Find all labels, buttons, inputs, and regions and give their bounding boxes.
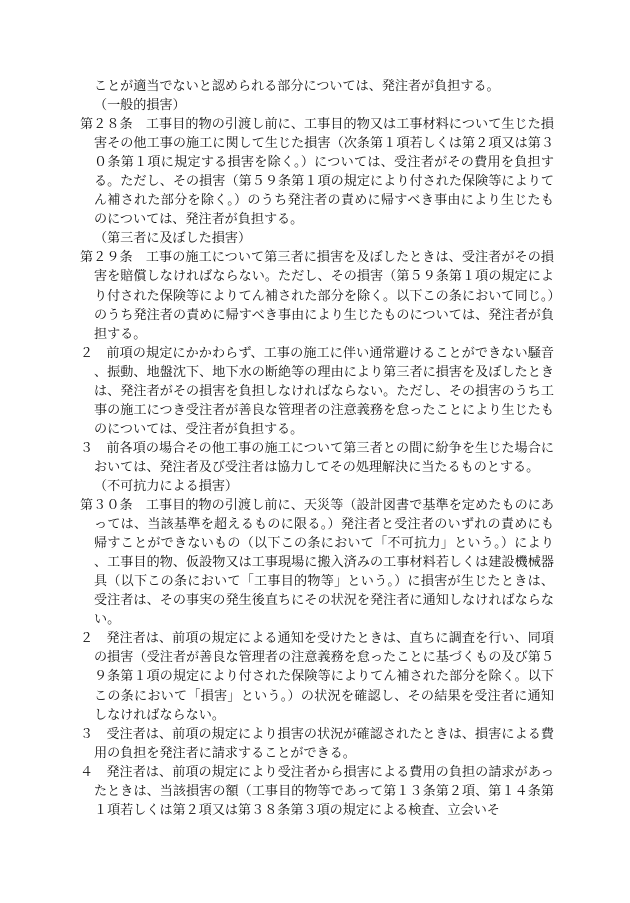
caption-third-party-damage: （第三者に及ぼした損害） xyxy=(94,231,252,247)
caption-general-damage: （一般的損害） xyxy=(94,98,186,114)
article-29: 第２９条 工事の施工について第三者に損害を及ぼしたときは、受注者がその損害を賠償しなければならない。ただし、その損害（第５９条第１項の規定により付された保険等によりてん補された部分を除く。以下この条において同じ。）のうち発注者の責めに帰すべき事由により生じたものについては、発注者が負担する。 xyxy=(80,250,554,342)
article-30-item-2: ２ 発注者は、前項の規定による通知を受けたときは、直ちに調査を行い、同項の損害（受注者が善良な管理者の注意義務を怠ったことに基づくもの及び第５９条第１項の規定により付された保険等によりてん補された部分を除く。以下この条において「損害」という。）の状況を確認し、その結果を受注者に通知しなければならない。 xyxy=(80,631,554,723)
caption-force-majeure-damage: （不可抗力による損害） xyxy=(94,478,239,494)
article-28: 第２８条 工事目的物の引渡し前に、工事目的物又は工事材料について生じた損害その他工事の施工に関して生じた損害（次条第１項若しくは第２項又は第３０条第１項に規定する損害を除く。）については、受注者がその費用を負担する。ただし、その損害（第５９条第１項の規定により付された保険等によりてん補された部分を除く。）のうち発注者の責めに帰すべき事由により生じたものについては、発注者が負担する。 xyxy=(80,117,554,228)
article-30: 第３０条 工事目的物の引渡し前に、天災等（設計図書で基準を定めたものにあっては、当該基準を超えるものに限る。）発注者と受注者のいずれの責めにも帰すことができないもの（以下この条において「不可抗力」という。）により、工事目的物、仮設物又は工事現場に搬入済みの工事材料若しくは建設機械器具（以下この条において「工事目的物等」という。）に損害が生じたときは、受注者は、その事実の発生後直ちにその状況を発注者に通知しなければならない。 xyxy=(80,498,554,628)
document-body xyxy=(80,77,554,820)
article-30-item-4: ４ 発注者は、前項の規定により受注者から損害による費用の負担の請求があったときは、当該損害の額（工事目的物等であって第１３条第２項、第１４条第１項若しくは第２項又は第３８条第３項の規定による検査、立会いそ xyxy=(80,764,554,818)
continued-paragraph: ことが適当でないと認められる部分については、発注者が負担する。 xyxy=(94,79,500,94)
article-30-item-3: ３ 受注者は、前項の規定により損害の状況が確認されたときは、損害による費用の負担を発注者に請求することができる。 xyxy=(80,726,554,761)
article-29-item-2: ２ 前項の規定にかかわらず、工事の施工に伴い通常避けることができない騒音、振動、地盤沈下、地下水の断絶等の理由により第三者に損害を及ぼしたときは、発注者がその損害を負担しなければならない。ただし、その損害のうち工事の施工につき受注者が善良な管理者の注意義務を怠ったことにより生じたものについては、受注者が負担する。 xyxy=(80,345,554,437)
article-29-item-3: ３ 前各項の場合その他工事の施工について第三者との間に紛争を生じた場合においては、発注者及び受注者は協力してその処理解決に当たるものとする。 xyxy=(80,440,554,475)
